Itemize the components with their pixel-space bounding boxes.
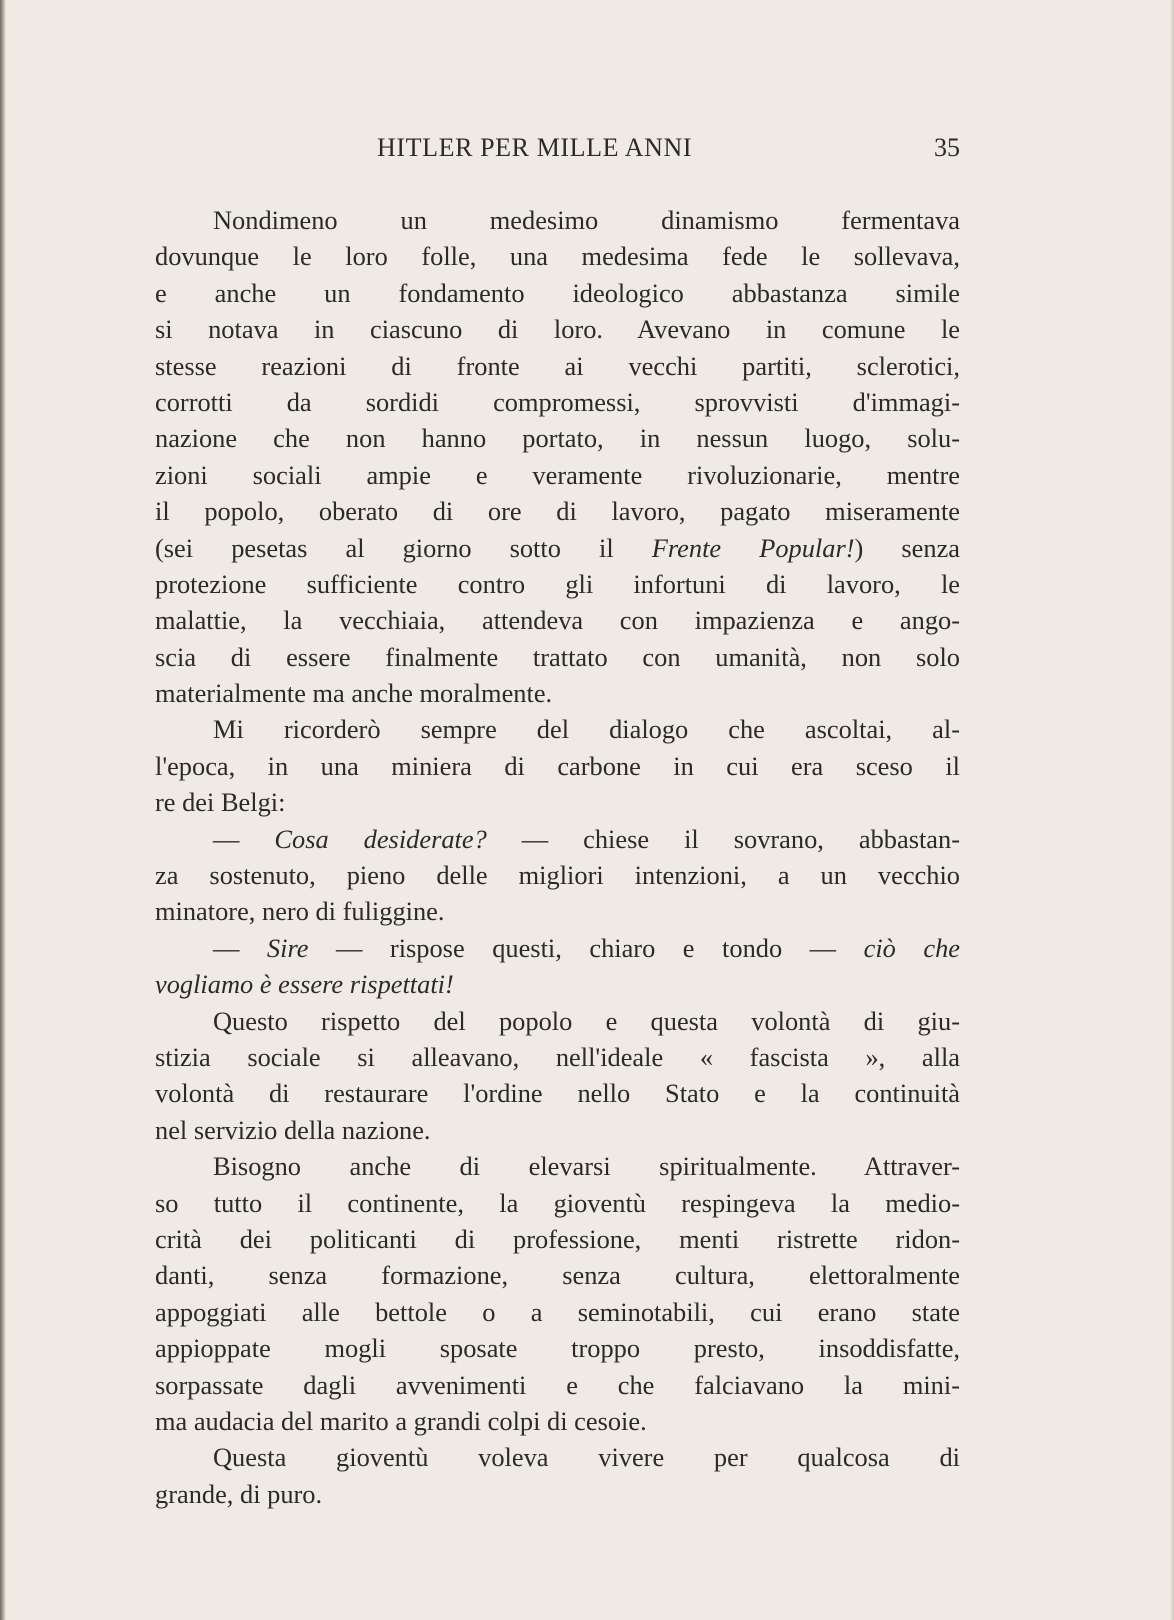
text-line xyxy=(155,530,960,566)
page-number: 35 xyxy=(934,133,960,162)
text-line: crità dei politicanti di professione, menti ristrette ridon- xyxy=(155,1223,960,1254)
italic-speech: Sire xyxy=(266,932,309,963)
page-edge xyxy=(1170,0,1174,1620)
text-line: sorpassate dagli avvenimenti e che falciavano la mini- xyxy=(155,1369,960,1400)
page-binding-shadow xyxy=(0,0,6,1620)
text-segment: ) senza xyxy=(854,532,960,563)
text-line: il popolo, oberato di ore di lavoro, pagato miseramente xyxy=(155,496,960,527)
text-line: re dei Belgi: xyxy=(155,787,286,818)
text-line: Mi ricorderò sempre del dialogo che ascoltai, al- xyxy=(213,714,960,745)
text-line: danti, senza formazione, senza cultura, elettoralmente xyxy=(155,1260,960,1291)
text-line: nazione che non hanno portato, in nessun luogo, solu- xyxy=(155,423,960,454)
italic-speech: ciò che xyxy=(863,932,960,963)
text-line: l'epoca, in una miniera di carbone in cui era sceso il xyxy=(155,750,960,781)
text-segment: — rispose questi, chiaro e tondo — xyxy=(308,932,864,963)
text-line: stesse reazioni di fronte ai vecchi partiti, sclerotici, xyxy=(155,350,960,381)
text-line: Questa gioventù voleva vivere per qualcosa di xyxy=(213,1442,960,1473)
text-line: dovunque le loro folle, una medesima fede le sollevava, xyxy=(155,241,960,272)
text-line: so tutto il continente, la gioventù respingeva la medio- xyxy=(155,1187,960,1218)
text-line: stizia sociale si alleavano, nell'ideale « fascista », alla xyxy=(155,1041,960,1072)
text-line: materialmente ma anche moralmente. xyxy=(155,678,553,709)
text-line: ma audacia del marito a grandi colpi di cesoie. xyxy=(155,1405,647,1436)
text-line: zioni sociali ampie e veramente rivoluzionarie, mentre xyxy=(155,459,960,490)
italic-title: Frente Popular! xyxy=(651,532,855,563)
text-line: scia di essere finalmente trattato con umanità, non solo xyxy=(155,641,960,672)
dialogue-line xyxy=(155,930,960,966)
page-header xyxy=(155,133,960,173)
text-line: minatore, nero di fuliggine. xyxy=(155,896,445,927)
italic-speech: vogliamo è essere rispettati! xyxy=(155,969,454,1000)
italic-speech: Cosa desiderate? xyxy=(274,823,487,854)
text-line: si notava in ciascuno di loro. Avevano in comune le xyxy=(155,314,960,345)
text-line: corrotti da sordidi compromessi, sprovvisti d'immagi- xyxy=(155,386,960,417)
text-segment: — xyxy=(213,823,275,854)
running-title: HITLER PER MILLE ANNI xyxy=(377,133,693,162)
text-line xyxy=(155,966,960,1002)
text-segment: (sei pesetas al giorno sotto il xyxy=(155,532,652,563)
text-line: volontà di restaurare l'ordine nello Stato e la continuità xyxy=(155,1078,960,1109)
text-line: appioppate mogli sposate troppo presto, insoddisfatte, xyxy=(155,1333,960,1364)
body-text xyxy=(155,202,960,1512)
dialogue-line xyxy=(155,821,960,857)
text-segment: — chiese il sovrano, abbastan- xyxy=(486,823,960,854)
text-line: malattie, la vecchiaia, attendeva con impazienza e ango- xyxy=(155,605,960,636)
text-line: Questo rispetto del popolo e questa volontà di giu- xyxy=(213,1005,960,1036)
text-line: za sostenuto, pieno delle migliori intenzioni, a un vecchio xyxy=(155,860,960,891)
text-line: e anche un fondamento ideologico abbastanza simile xyxy=(155,277,960,308)
text-line: grande, di puro. xyxy=(155,1478,323,1509)
text-line: Nondimeno un medesimo dinamismo fermentava xyxy=(213,205,960,235)
text-line: appoggiati alle bettole o a seminotabili, cui erano state xyxy=(155,1296,960,1327)
text-line: nel servizio della nazione. xyxy=(155,1114,431,1145)
text-line: protezione sufficiente contro gli infortuni di lavoro, le xyxy=(155,568,960,599)
text-segment: — xyxy=(213,932,267,963)
text-line: Bisogno anche di elevarsi spiritualmente. Attraver- xyxy=(213,1151,960,1182)
